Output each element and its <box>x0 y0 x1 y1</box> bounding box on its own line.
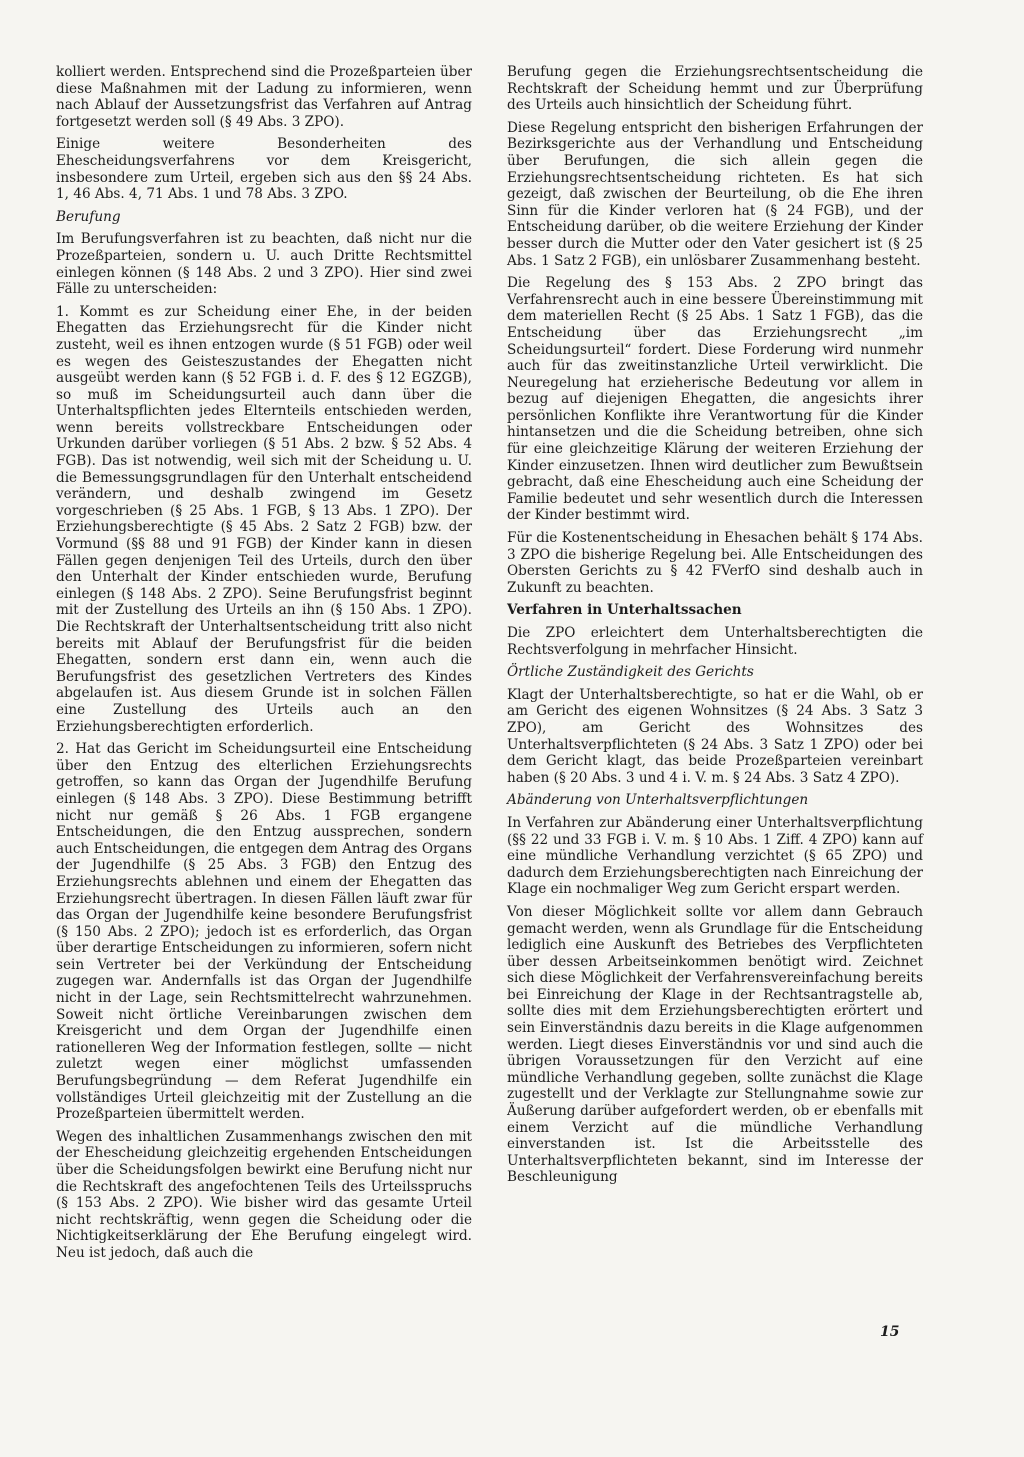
right-column <box>507 64 923 1192</box>
section-heading: Verfahren in Unterhaltssachen <box>507 602 742 619</box>
paragraph: Die Regelung des § 153 Abs. 2 ZPO bringt das Verfahrensrecht auch in eine bessere Übereinstimmung mit dem materiellen Recht (§ 25 Abs. 1 Satz 1 FGB), das die Entscheidung über das Erziehungsrecht „im Scheidungsurteil“ fordert. Diese Forderung wird nunmehr auch für das zweitinstanzliche Urteil verwirklicht. Die Neuregelung hat erzieherische Bedeutung vor allem in bezug auf diejenigen Ehegatten, die angesichts ihrer persönlichen Konflikte ihre Verantwortung für die Kinder hintansetzen und die die Scheidung betreiben, ohne sich für eine gleichzeitige Klärung der weiteren Erziehung der Kinder einzusetzen. Ihnen wird deutlicher zum Bewußtsein gebracht, daß eine Ehescheidung auch eine Scheidung der Familie bedeutet und sehr wesentlich durch die Interessen der Kinder bestimmt wird. <box>507 275 923 524</box>
paragraph: Klagt der Unterhaltsberechtigte, so hat er die Wahl, ob er am Gericht des eigenen Wohnsitzes (§ 24 Abs. 3 Satz 3 ZPO), am Gericht des Wohnsitzes des Unterhaltsverpflichteten (§ 24 Abs. 3 Satz 1 ZPO) oder bei dem Gericht klagt, das beide Prozeßparteien vereinbart haben (§ 20 Abs. 3 und 4 i. V. m. § 24 Abs. 3 Satz 4 ZPO). <box>507 686 923 786</box>
paragraph: Von dieser Möglichkeit sollte vor allem dann Gebrauch gemacht werden, wenn als Grundlage für die Entscheidung lediglich eine Auskunft des Betriebes des Verpflichteten über dessen Arbeitseinkommen benötigt wird. Zeichnet sich diese Möglichkeit der Verfahrensvereinfachung bereits bei Einreichung der Klage in der Rechtsantragstelle ab, sollte dies mit dem Erziehungsberechtigten erörtert und sein Einverständnis dazu bereits in die Klage aufgenommen werden. Liegt dieses Einverständnis vor und sind auch die übrigen Voraussetzungen für den Verzicht auf eine mündliche Verhandlung gegeben, sollte zunächst die Klage zugestellt und der Verklagte zur Stellungnahme sowie zur Äußerung darüber aufgefordert werden, ob er ebenfalls mit einem Verzicht auf die mündliche Verhandlung einverstanden ist. Ist die Arbeitsstelle des Unterhaltsverpflichteten bekannt, sind im Interesse der Beschleunigung <box>507 903 923 1186</box>
paragraph: Einige weitere Besonderheiten des Ehescheidungsverfahrens vor dem Kreisgericht, insbesondere zum Urteil, ergeben sich aus den §§ 24 Abs. 1, 46 Abs. 4, 71 Abs. 1 und 78 Abs. 3 ZPO. <box>56 136 472 203</box>
paragraph: Die ZPO erleichtert dem Unterhaltsberechtigten die Rechtsverfolgung in mehrfacher Hinsicht. <box>507 625 923 658</box>
paragraph: Für die Kostenentscheidung in Ehesachen behält § 174 Abs. 3 ZPO die bisherige Regelung bei. Alle Entscheidungen des Obersten Gerichts zu § 42 FVerfO sind deshalb auch in Zukunft zu beachten. <box>507 530 923 596</box>
paragraph: In Verfahren zur Abänderung einer Unterhaltsverpflichtung (§§ 22 und 33 FGB i. V. m. § 10 Abs. 1 Ziff. 4 ZPO) kann auf eine mündliche Verhandlung verzichtet (§ 65 ZPO) und dadurch dem Erziehungsberechtigten nach Einreichung der Klage ein nochmaliger Weg zum Gericht erspart werden. <box>507 814 923 898</box>
subsection-heading: Örtliche Zuständigkeit des Gerichts <box>507 664 754 681</box>
paragraph: 1. Kommt es zur Scheidung einer Ehe, in der beiden Ehegatten das Erziehungsrecht für die Kinder nicht zusteht, weil es ihnen entzogen wurde (§ 51 FGB) oder weil es wegen des Geisteszustandes der Ehegatten nicht ausgeübt werden kann (§ 52 FGB i. d. F. des § 12 EGZGB), so muß im Scheidungsurteil auch dann über die Unterhaltspflichten jedes Elternteils entschieden werden, wenn bereits vollstreckbare Entscheidungen oder Urkunden darüber vorliegen (§ 51 Abs. 2 bzw. § 52 Abs. 4 FGB). Das ist notwendig, weil sich mit der Scheidung u. U. die Bemessungsgrundlagen für den Unterhalt entscheidend verändern, und deshalb zwingend im Gesetz vorgeschrieben (§ 25 Abs. 1 FGB, § 13 Abs. 1 ZPO). Der Erziehungsberechtigte (§ 45 Abs. 2 Satz 2 FGB) bzw. der Vormund (§§ 88 und 91 FGB) der Kinder kann in diesen Fällen gegen denjenigen Teil des Urteils, durch den über den Unterhalt der Kinder entschieden wurde, Berufung einlegen (§ 148 Abs. 2 ZPO). Seine Berufungsfrist beginnt mit der Zustellung des Urteils an ihn (§ 150 Abs. 1 ZPO). Die Rechtskraft der Unterhaltsentscheidung tritt also nicht bereits mit Ablauf der Berufungsfrist für die beiden Ehegatten, sondern erst dann ein, wenn auch die Berufungsfrist des gesetzlichen Vertreters des Kindes abgelaufen ist. Aus diesem Grunde ist in solchen Fällen eine Zustellung des Urteils auch an den Erziehungsberechtigten erforderlich. <box>56 303 472 735</box>
paragraph: Wegen des inhaltlichen Zusammenhangs zwischen den mit der Ehescheidung gleichzeitig ergehenden Entscheidungen über die Scheidungsfolgen bewirkt eine Berufung nicht nur die Rechtskraft des angefochtenen Teils des Urteilsspruchs (§ 153 Abs. 2 ZPO). Wie bisher wird das gesamte Urteil nicht rechtskräftig, wenn gegen die Scheidung oder die Nichtigkeitserklärung der Ehe Berufung eingelegt wird. Neu ist jedoch, daß auch die <box>56 1128 472 1261</box>
left-column <box>56 64 472 1268</box>
paragraph: Im Berufungsverfahren ist zu beachten, daß nicht nur die Prozeßparteien, sondern u. U. auch Dritte Rechtsmittel einlegen können (§ 148 Abs. 2 und 3 ZPO). Hier sind zwei Fälle zu unterscheiden: <box>56 231 472 298</box>
section-heading: Berufung <box>56 208 121 225</box>
paragraph: Diese Regelung entspricht den bisherigen Erfahrungen der Bezirksgerichte aus der Verhandlung und Entscheidung über Berufungen, die sich allein gegen die Erziehungsrechtsentscheidung richteten. Es hat sich gezeigt, daß zwischen der Beurteilung, ob die Ehe ihren Sinn für die Kinder verloren hat (§ 24 FGB), und der Entscheidung darüber, ob die weitere Erziehung der Kinder besser durch die Mutter oder den Vater gesichert ist (§ 25 Abs. 1 Satz 2 FGB), ein unlösbarer Zusammenhang besteht. <box>507 119 923 269</box>
paragraph: kolliert werden. Entsprechend sind die Prozeßparteien über diese Maßnahmen mit der Ladung zu informieren, wenn nach Ablauf der Aussetzungsfrist das Verfahren auf Antrag fortgesetzt werden soll (§ 49 Abs. 3 ZPO). <box>56 64 472 130</box>
subsection-heading: Abänderung von Unterhaltsverpflichtungen <box>507 792 809 809</box>
paragraph: Berufung gegen die Erziehungsrechtsentscheidung die Rechtskraft der Scheidung hemmt und zur Überprüfung des Urteils auch hinsichtlich der Scheidung führt. <box>507 64 923 114</box>
page-number: 15 <box>880 1324 900 1340</box>
paragraph: 2. Hat das Gericht im Scheidungsurteil eine Entscheidung über den Entzug des elterlichen Erziehungsrechts getroffen, so kann das Organ der Jugendhilfe Berufung einlegen (§ 148 Abs. 3 ZPO). Diese Bestimmung betrifft nicht nur gemäß § 26 Abs. 1 FGB ergangene Entscheidungen, die den Entzug aussprechen, sondern auch Entscheidungen, die entgegen dem Antrag des Organs der Jugendhilfe (§ 25 Abs. 3 FGB) den Entzug des Erziehungsrechts ablehnen und einem der Ehegatten das Erziehungsrecht übertragen. In diesen Fällen läuft zwar für das Organ der Jugendhilfe keine besondere Berufungsfrist (§ 150 Abs. 2 ZPO); jedoch ist es erforderlich, das Organ über derartige Entscheidungen zu informieren, sofern nicht sein Vertreter bei der Verkündung der Entscheidung zugegen war. Andernfalls ist das Organ der Jugendhilfe nicht in der Lage, sein Rechtsmittelrecht wahrzunehmen. Soweit nicht örtliche Vereinbarungen zwischen dem Kreisgericht und dem Organ der Jugendhilfe einen rationelleren Weg der Information festlegen, sollte — nicht zuletzt wegen einer möglichst umfassenden Berufungsbegründung — dem Referat Jugendhilfe ein vollständiges Urteil gleichzeitig mit der Zustellung an die Prozeßparteien übermittelt werden. <box>56 741 472 1123</box>
